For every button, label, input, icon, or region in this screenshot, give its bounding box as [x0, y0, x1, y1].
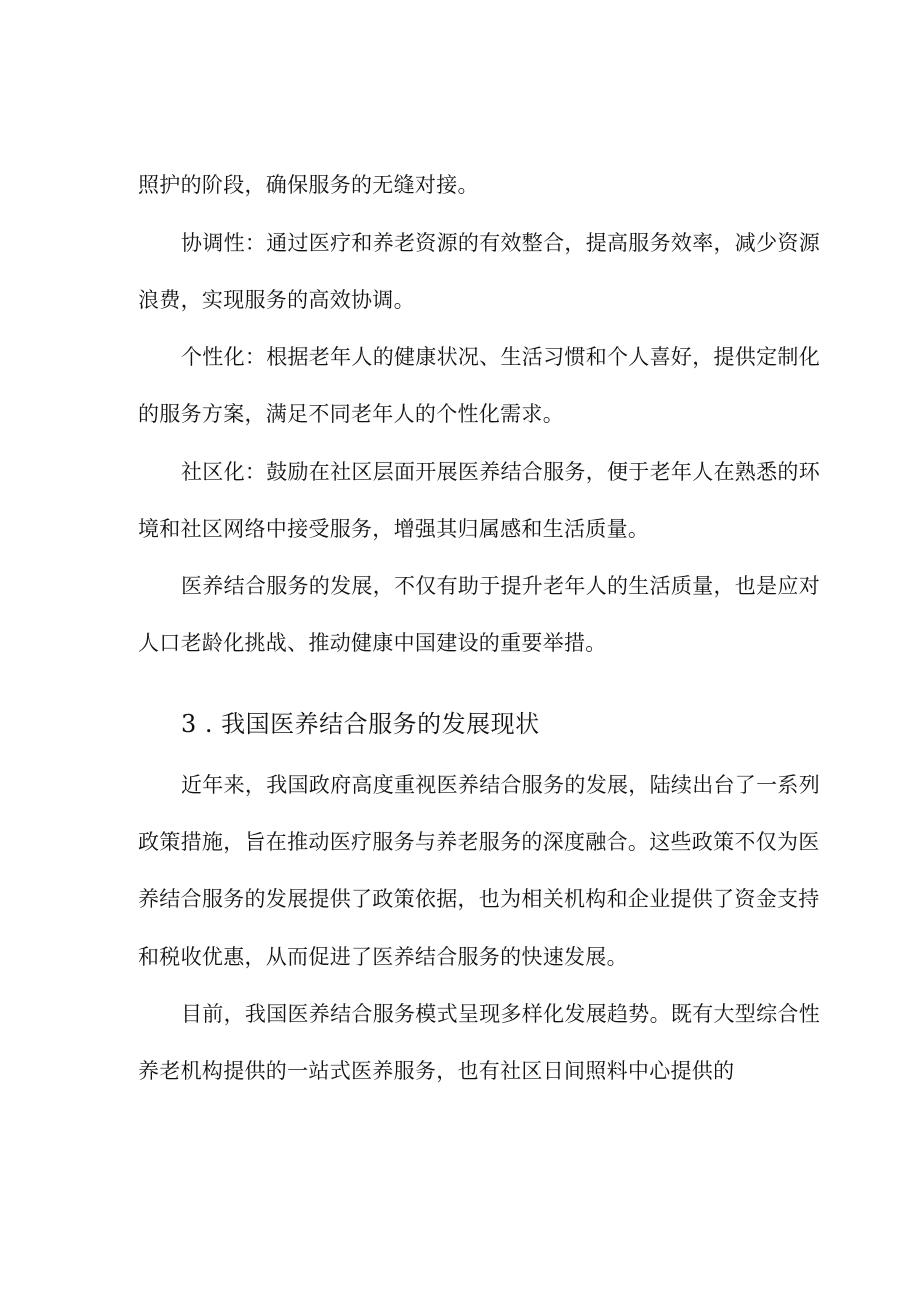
paragraph-line: 目前，我国医养结合服务模式呈现多样化发展趋势。既有大型综合性 — [181, 1002, 820, 1026]
paragraph-line: 照护的阶段，确保服务的无缝对接。 — [138, 173, 479, 197]
paragraph-line: 浪费，实现服务的高效协调。 — [138, 288, 415, 312]
paragraph-line: 人口老龄化挑战、推动健康中国建设的重要举措。 — [138, 631, 607, 655]
paragraph-line: 个性化：根据老年人的健康状况、生活习惯和个人喜好，提供定制化 — [181, 345, 820, 369]
paragraph-line: 政策措施，旨在推动医疗服务与养老服务的深度融合。这些政策不仅为医 — [138, 830, 820, 854]
paragraph-line: 境和社区网络中接受服务，增强其归属感和生活质量。 — [138, 517, 650, 541]
paragraph-line: 近年来，我国政府高度重视医养结合服务的发展，陆续出台了一系列 — [181, 773, 820, 797]
paragraph-line: 社区化：鼓励在社区层面开展医养结合服务，便于老年人在熟悉的环 — [181, 460, 820, 484]
paragraph-line: 养老机构提供的一站式医养服务，也有社区日间照料中心提供的 — [138, 1059, 735, 1083]
paragraph-line: 和税收优惠，从而促进了医养结合服务的快速发展。 — [138, 945, 628, 969]
paragraph-line: 协调性：通过医疗和养老资源的有效整合，提高服务效率，减少资源 — [181, 231, 820, 255]
section-heading: 3 . 我国医养结合服务的发展现状 — [181, 710, 540, 738]
paragraph-line: 养结合服务的发展提供了政策依据，也为相关机构和企业提供了资金支持 — [138, 887, 820, 911]
paragraph-line: 医养结合服务的发展，不仅有助于提升老年人的生活质量，也是应对 — [181, 574, 820, 598]
paragraph-line: 的服务方案，满足不同老年人的个性化需求。 — [138, 402, 564, 426]
